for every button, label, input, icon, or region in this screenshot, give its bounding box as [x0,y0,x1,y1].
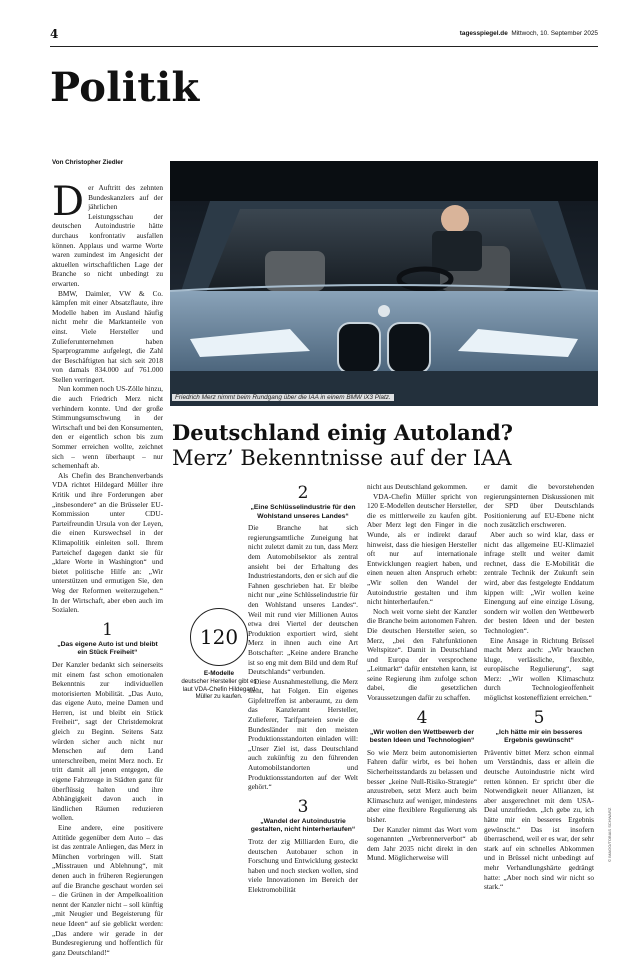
paragraph: Trotz der zig Milliarden Euro, die deutschen Autobauer schon in Forschung und Entwicklung gesteckt haben und noch stecken wollen, sind viele Innovationen im Bereich der Elektromobilität [248,837,358,894]
photo-caption: Friedrich Merz nimmt beim Rundgang über die IAA in einem BMW iX3 Platz. [172,394,394,401]
site-name[interactable]: tagesspiegel.de [459,30,508,37]
section-heading: „Wandel der Autoindustrie gestalten, nicht hinterherlaufen“ [250,817,356,834]
paragraph: Diese Ausnahmestellung, die Merz sieht, hat Folgen. Ein eigenes Gipfeltreffen ist anberaumt, zu dem das Kanzleramt Hersteller, Zulieferer, Tarifparteien sowie die Bundesländer mit den meisten Produktionsstandorten einladen will: „Unser Ziel ist, dass Deutschland auch zukünftig zu den führenden Automobilstandorten und Produktionsstandorten auf der Welt gehört.“ [248,676,358,792]
section-number: 1 [102,619,113,640]
paragraph: Nun kommen noch US-Zölle hinzu, die auch Friedrich Merz nicht verhindern konnte. Und der große Stimmungsumschwung in der Wirtschaft und bei den Konsumenten, den er eigentlich schon bis zum Sommer erreichen wollte, zeichnet sich – wenn überhaupt – nur schemenhaft ab. [52,384,163,471]
header-rule [50,46,598,47]
section-heading: „Eine Schlüsselindustrie für den Wohlstand unseres Landes“ [250,504,356,520]
section-title: Politik [50,64,200,111]
factbox [176,608,262,701]
paragraph: nicht aus Deutschland gekommen. [367,482,468,491]
paragraph: Eine andere, eine positivere Attitüde gegenüber dem Auto – das ist das zentrale Anliegen, das Merz in München vorbringen will. Statt „Misstrauen und Ablehnung“, mit denen auch in früheren Regierungen auf die Branche geschaut worden sei – die Grünen in der Ampelkoalition nennt der Kanzler nicht – soll künftig „mit Neugier und Begeisterung für neue Ideen“ auf sie geblickt werden: „Das andere wir gerade in der Bundesregierung und hoffentlich für ganz Deutschland!“ [52,823,163,957]
byline: Von Christopher Ziedler [52,159,124,166]
paragraph: VDA-Chefin Müller spricht von 120 E-Modellen deutscher Hersteller, die es mittlerweile zu kaufen gibt. Aber Merz legt den Finger in die Wunde, als er indirekt darauf hinweist, dass die hiesigen Hersteller oft nur auf internationale Entwicklungen reagiert haben, und einen neuen alten Anspruch erhebt: „Wir sollen den Wandel der Autoindustrie gestalten und ihm nicht hinterherlaufen.“ [367,491,477,607]
paragraph: Aber auch so wird klar, dass er nicht das allgemeine EU-Klimaziel infrage stellt und weiter damit rechnet, dass die E-Mobilität die zentrale Technik der Zukunft sein wird, aber das festgelegte Enddatum kippen will: „Wir wollen keine Einengung auf eine einzige Lösung, sondern wir wollen den Wettbewerb der besten Ideen und der besten Technologien“. [484,529,594,635]
lead-paragraph: Der Auftritt des zehnten Bundeskanzlers auf der jährlichen Leistungsschau der deutschen Autoindustrie hätte durchaus konfrontativ ausfallen können. Applaus und warme Worte waren zumindest im Angesicht der aktuellen wirtschaftlichen Lage der Branche so nicht unbedingt zu erwarten. [52,179,163,288]
drop-cap: D [52,179,85,225]
section-heading: „Ich hätte mir ein besseres Ergebnis gewünscht“ [495,728,583,745]
section-number: 3 [297,796,309,817]
masthead [460,30,598,37]
headline: Deutschland einig Autoland? [172,420,513,445]
paragraph: Als Chefin des Branchenverbands VDA richtet Hildegard Müller ihre Kritik und ihre Forderungen aber „insbesondere“ an die Brüsseler EU-Kommission unter CDU-Parteifreundin Ursula von der Leyen, die einen Kurswechsel in der Klimapolitik einleiten soll. Ihrem Parteichef dagegen dankt sie für „klare Worte in Washington“ und bietet politische Hilfe an: „Wir unterstützen und ermutigen Sie, den Weg der Reformen weiterzugehen.“ In der Wirtschaft, aber eben auch im Sozialen. [52,470,163,615]
subheadline: Merz’ Bekenntnisse auf der IAA [172,446,512,470]
paragraph: So wie Merz beim autonomisierten Fahren dafür wirbt, es bei hohen Sicherheitsstandards zu belassen und besser „keine Null-Risiko-Strategie“ anzustreben, setzt Merz auch beim Klimaschutz auf weniger, mindestens aber eine flexiblere Regulierung als bisher. [367,747,477,824]
paragraph: Noch weit vorne sieht der Kanzler die Branche beim autonomen Fahren. Die deutschen Hersteller seien, so Merz, „bei den Fahrfunktionen Weltspitze“. Damit in Deutschland und Europa der versprochene „Leitmarkt“ dafür entstehen kann, ist seine Regierung ihm zufolge schon dabei, die gesetzlichen Voraussetzungen dafür zu schaffen. [367,606,477,703]
page-header [50,27,598,44]
article-column-4 [484,482,594,892]
article-column-1 [52,179,163,957]
section-number: 2 [297,483,309,503]
paragraph: Die Branche hat sich regierungsamtliche Zuneigung hat nicht zuletzt damit zu tun, dass Merz dem Automobilsektor als zentral ansieht bei der Erhaltung des Industriestandorts, den er sich auf die Fahnen geschrieben hat. Er bleibe nicht nur „eine Schlüsselindustrie für den Wohlstand unseres Landes“. Weil mit rund vier Millionen Autos etwa drei Viertel der deutschen Produktion exportiert wird, sieht Merz in ihnen auch eine Art Botschafter: „Keine andere Branche ist so eng mit dem Bild und dem Ruf Deutschlands“ verbunden. [248,523,358,677]
section-heading: „Das eigene Auto ist und bleibt ein Stück Freiheit“ [57,640,158,657]
paragraph: Der Kanzler bedankt sich seinerseits mit einem fast schon emotionalen Bekenntnis zur individuellen motorisierten Mobilität. „Das Auto, das eigene Auto, meine Damen und Herren, ist und bleibt ein Stück Freiheit“, sagt der Christdemokrat gleich zu Beginn. Seitens Satz würden sicher auch nicht nur Menschen auf dem Land unterschreiben, meint Merz noch. Er tritt damit all jenen entgegen, die eigene Fahrzeuge in Städten ganz für überflüssig halten und ihre Abhängigkeit davon auch in ländlichen Räumen reduzieren wollen. [52,659,163,823]
paragraph: er damit die bevorstehenden regierungsinternen Diskussionen mit der SPD über Deutschlands Positionierung auf EU-Ebene nicht noch zusätzlich erschweren. [484,482,594,530]
factbox-text: deutscher Hersteller gibt es laut VDA-Chefin Hildegard Müller zu kaufen. [181,678,257,701]
section-number: 4 [416,707,428,728]
article-column-3 [367,482,477,863]
page-number: 4 [50,27,59,41]
section-number: 5 [533,707,545,728]
paragraph: Der Kanzler nimmt das Wort vom sogenannten „Verbrennerverbot“ ab dem Jahr 2035 nicht direkt in den Mund. Möglicherweise will [367,824,477,863]
article-column-2 [248,482,358,895]
factbox-title: E-Modelle [203,670,235,677]
article-photo[interactable] [170,161,598,406]
photo-credit: © IMAGO/TOBIAS SCHWARZ [607,807,612,862]
factbox-number: 120 [190,608,248,666]
car-photo-illustration [170,161,598,406]
section-heading: „Wir wollen den Wettbewerb der besten Ideen und Technologien“ [369,728,475,745]
paragraph: BMW, Daimler, VW & Co. kämpfen mit einer Absatzflaute, ihre Modelle haben im Ausland häufig nicht mehr die Marktanteile von einst. Viele Hersteller und Zulieferunternehmen haben Sparprogramme aufgelegt, die Zahl der Beschäftigten hat sich seit 2018 von damals 834.000 auf 761.000 Stellen verringert. [52,288,163,384]
paragraph: Präventiv bittet Merz schon einmal um Verständnis, dass er allein die deutsche Autoindustrie nicht wird retten können. Er spricht über die Notwendigkeit neuer Allianzen, ist aber ausgerechnet mit dem USA-Deal unzufrieden. „Ich gebe zu, ich hätte mir ein besseres Ergebnis gewünscht.“ Das ist insofern überraschend, weil er es war, der sehr stark auf ein schnelles Abkommen und in Brüssel nicht unbedingt auf mehr Verhandlungshärte gedrängt hatte: „Aber noch sind wir nicht so stark.“ [484,747,594,892]
paragraph: Eine Ansage in Richtung Brüssel macht Merz auch: „Wir brauchen kluge, verlässliche, flexible, europäische Regulierung“, sagt Merz: „Wir wollen Klimaschutz durch Technologieoffenheit möglichst kosteneffizient erreichen.“ [484,635,594,703]
issue-date: Mittwoch, 10. September 2025 [511,30,598,37]
